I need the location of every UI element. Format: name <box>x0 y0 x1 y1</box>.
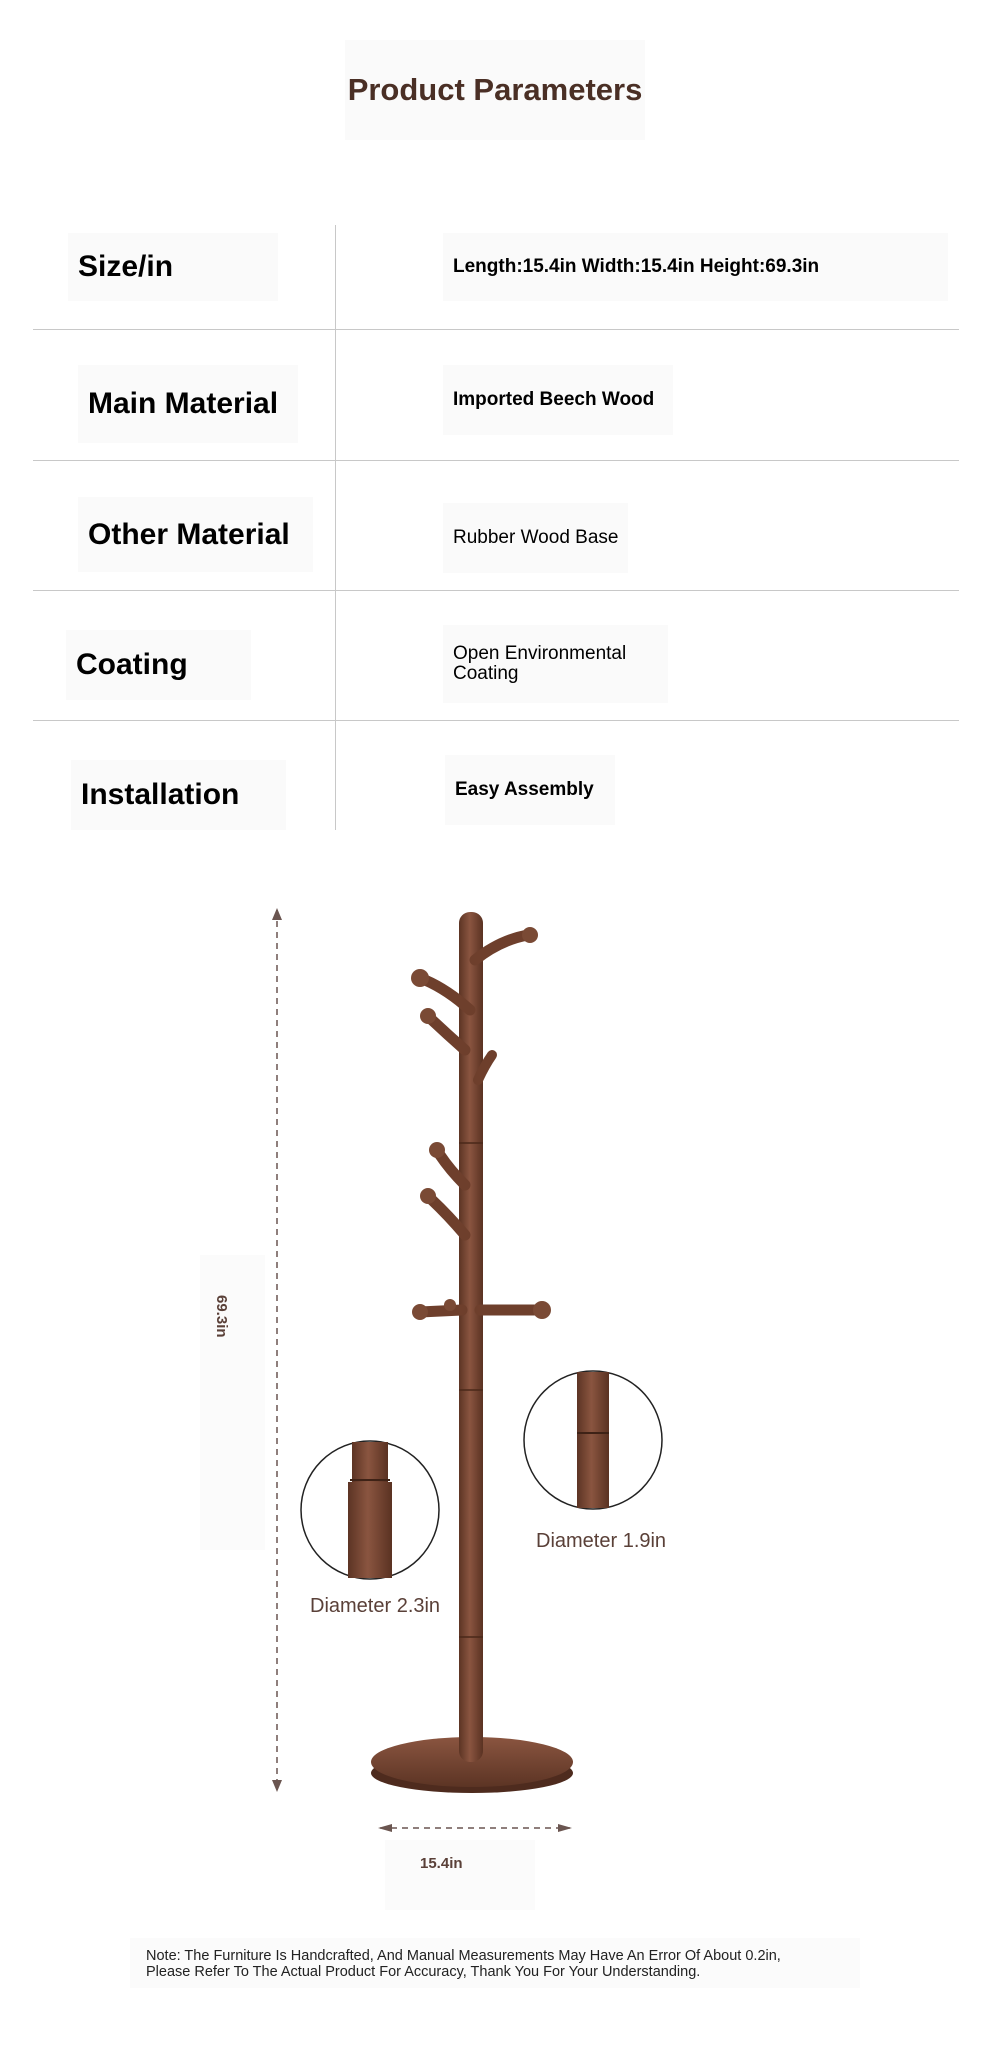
detail-lower-diameter <box>301 1441 439 1579</box>
note-line-1: Note: The Furniture Is Handcrafted, And Manual Measurements May Have An Error Of About 0.2in, <box>146 1948 781 1964</box>
param-value-size: Length:15.4in Width:15.4in Height:69.3in <box>443 233 948 301</box>
row-divider <box>33 460 959 461</box>
rack-pole <box>459 912 483 1762</box>
diameter-lower-label: Diameter 2.3in <box>310 1595 441 1617</box>
param-value-installation: Easy Assembly <box>445 755 615 825</box>
detail-upper-diameter <box>524 1371 662 1509</box>
param-label-main-material: Main Material <box>78 365 298 443</box>
width-label: 15.4in <box>420 1855 463 1872</box>
page-title: Product Parameters <box>345 40 645 140</box>
coating-line-1: Open Environmental <box>453 643 627 664</box>
param-label-installation: Installation <box>71 760 286 830</box>
height-dimension-line <box>272 908 282 1792</box>
coating-line-2: Coating <box>453 663 519 684</box>
param-value-other-material: Rubber Wood Base <box>443 503 628 573</box>
param-value-coating <box>443 625 668 703</box>
column-divider <box>335 225 336 830</box>
row-divider <box>33 590 959 591</box>
width-dimension-line <box>378 1824 572 1832</box>
height-label: 69.3in <box>213 1295 230 1338</box>
note-line-2: Please Refer To The Actual Product For Accuracy, Thank You For Your Understanding. <box>146 1964 701 1980</box>
param-label-other-material: Other Material <box>78 497 313 572</box>
product-figure <box>0 880 988 1910</box>
coat-rack-illustration <box>0 880 988 1910</box>
handcraft-note <box>130 1938 860 1988</box>
parameters-table <box>33 225 959 830</box>
param-label-coating: Coating <box>66 630 251 700</box>
row-divider <box>33 329 959 330</box>
param-label-size: Size/in <box>68 233 278 301</box>
param-value-main-material: Imported Beech Wood <box>443 365 673 435</box>
row-divider <box>33 720 959 721</box>
diameter-upper-label: Diameter 1.9in <box>536 1530 667 1552</box>
